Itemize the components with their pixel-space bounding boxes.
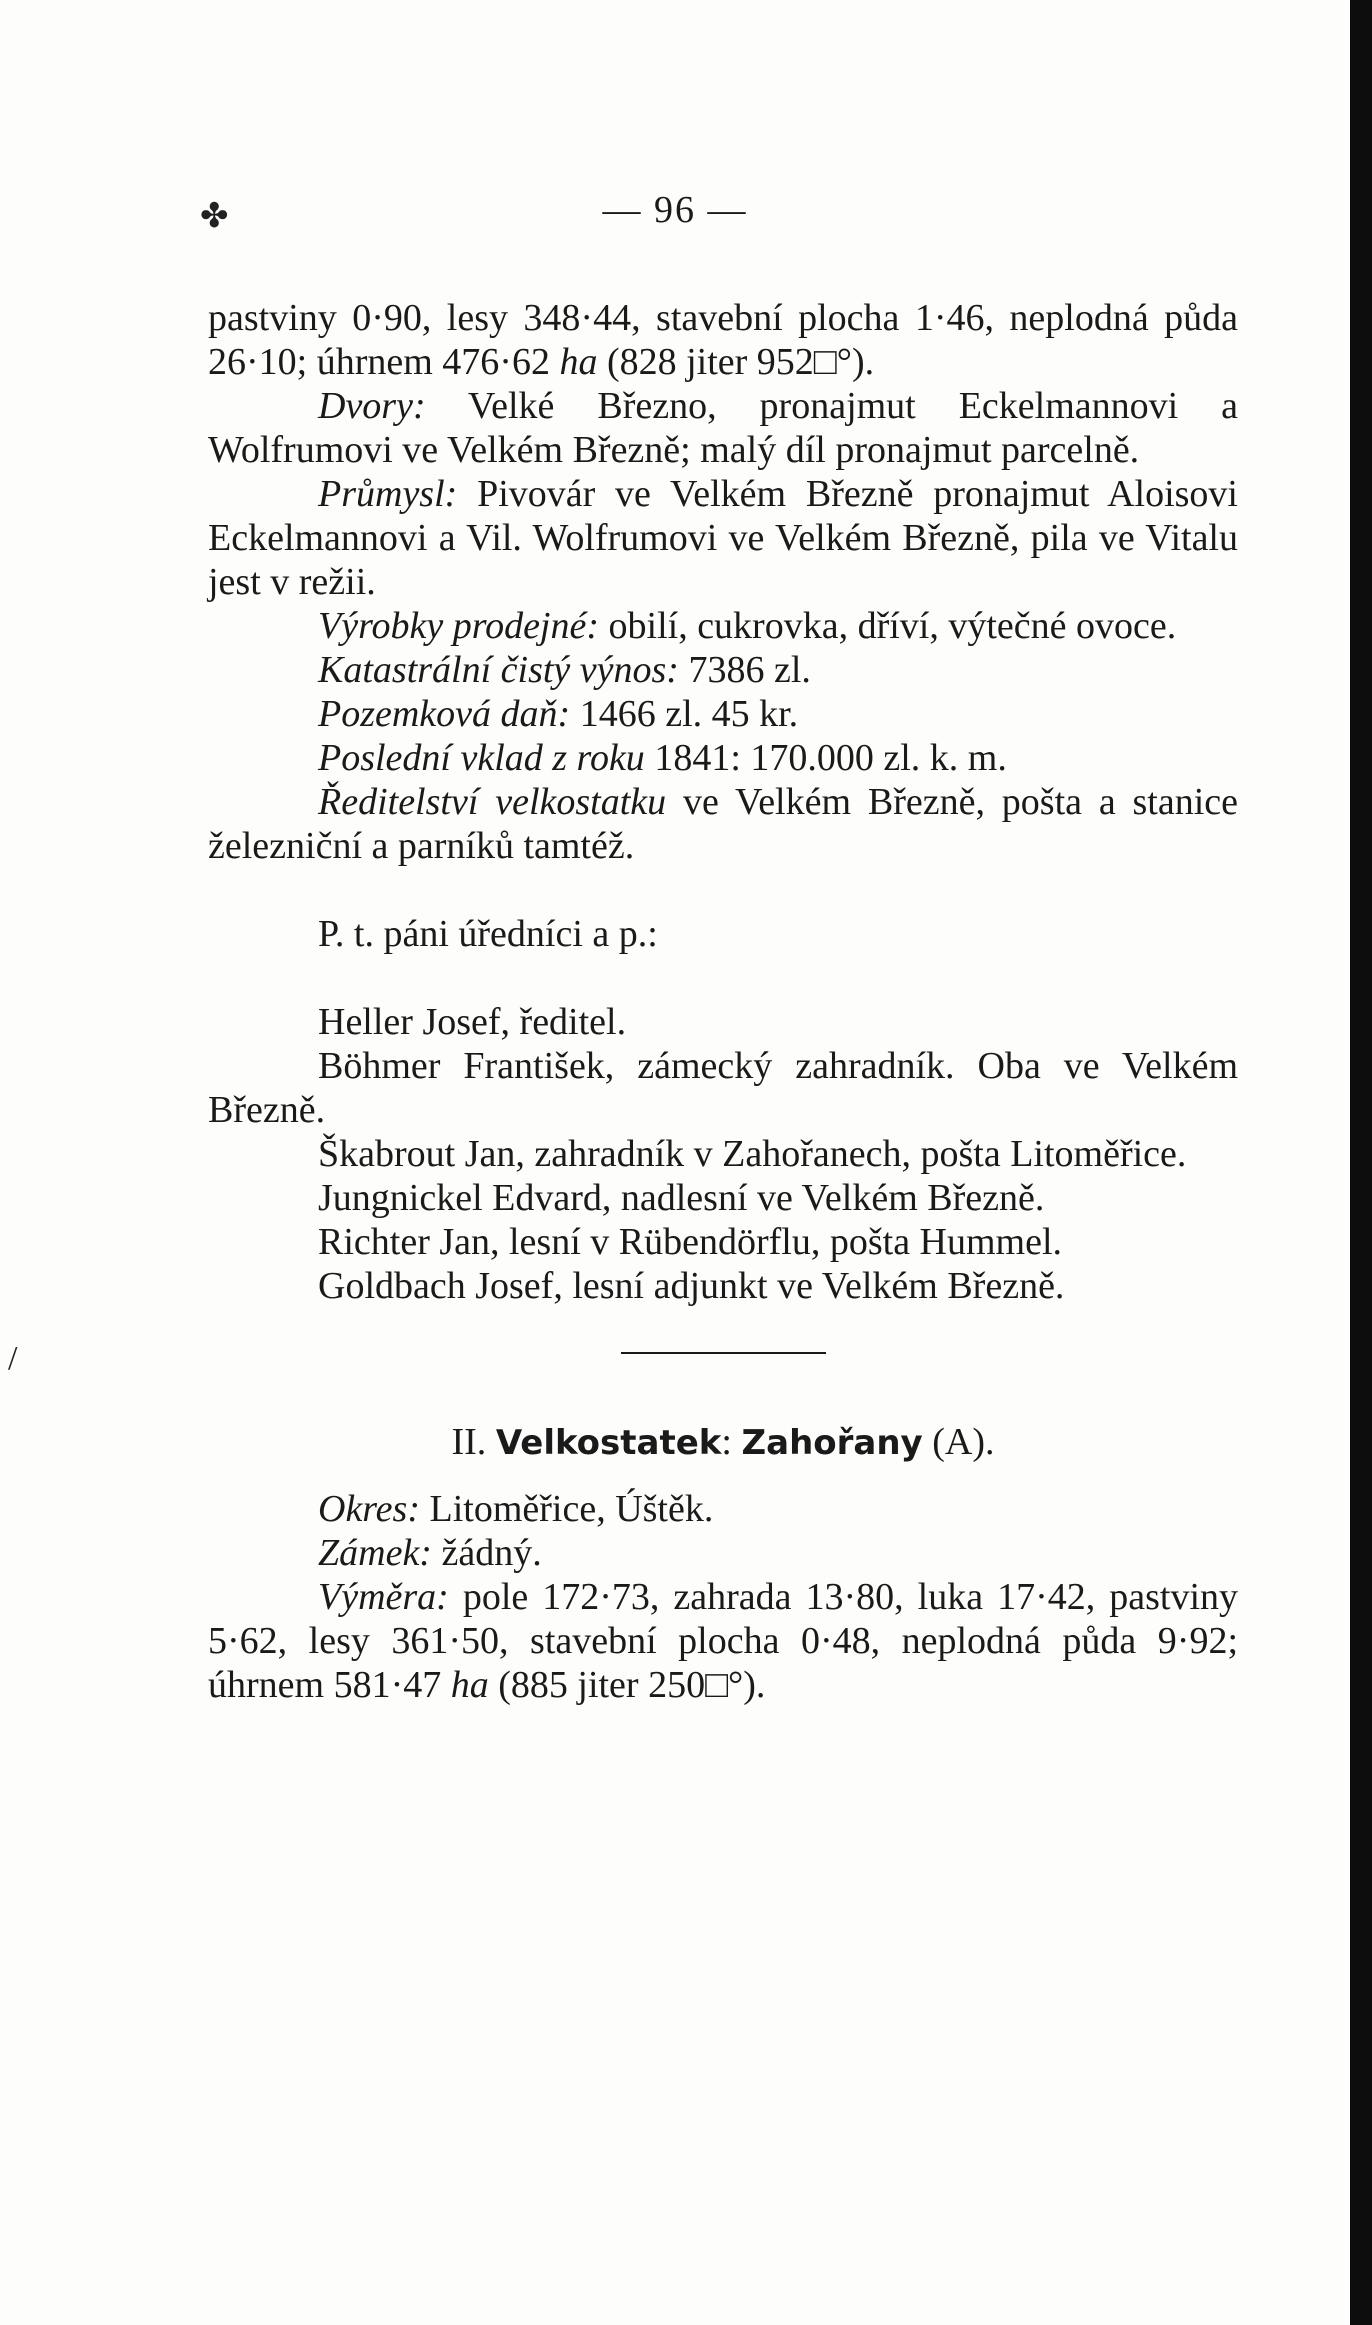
- official-entry: Heller Josef, ředitel.: [318, 1001, 627, 1043]
- paragraph-vymera: [208, 1575, 1238, 1707]
- page-text: [208, 296, 1238, 1707]
- official-entry: Goldbach Josef, lesní adjunkt ve Velkém Březně.: [318, 1265, 1065, 1307]
- unit-ha: ha: [559, 341, 598, 383]
- section-name: Zahořany: [741, 1423, 923, 1463]
- paragraph-text: pastviny 0·90, lesy 348·44, stavební plocha 1·46, neplodná půda 26·10; úhrnem 476·62: [208, 297, 1238, 383]
- paragraph-text: Pivovár ve Velkém Březně pronajmut Aloisovi Eckelmannovi a Vil. Wolfrumovi ve Velkém Březně, pila ve Vitalu jest v režii.: [208, 473, 1238, 603]
- section-suffix: (A).: [932, 1421, 995, 1463]
- paragraph-label: Výměra:: [318, 1576, 449, 1618]
- paragraph-prumysl: [208, 472, 1238, 604]
- paragraph-text: žádný.: [431, 1532, 542, 1574]
- paragraph-label: Dvory:: [318, 385, 426, 427]
- paragraph-tail: (885 jiter 250□°).: [488, 1664, 766, 1706]
- paragraph-label: Poslední vklad z roku: [318, 737, 645, 779]
- paragraph-vyrobky: [208, 604, 1238, 648]
- paragraph-label: Zámek:: [318, 1532, 432, 1574]
- paragraph-text: 1466 zl. 45 kr.: [570, 693, 799, 735]
- paragraph-text: ve Velkém Březně, pošta a stanice železniční a parníků tamtéž.: [208, 781, 1239, 867]
- margin-ornament: ✤: [200, 198, 229, 235]
- paragraph-text: Litoměřice, Úštěk.: [420, 1488, 714, 1530]
- paragraph-vklad: [208, 736, 1238, 780]
- paragraph-tail: (828 jiter 952□°).: [597, 341, 875, 383]
- official-entry: Richter Jan, lesní v Rübendörflu, pošta Hummel.: [318, 1221, 1063, 1263]
- paragraph-text: 1841: 170.000 zl. k. m.: [644, 737, 1007, 779]
- paragraph-okres: [208, 1487, 1238, 1531]
- paragraph-label: Okres:: [318, 1488, 420, 1530]
- officials-heading: P. t. páni úředníci a p.:: [318, 913, 658, 955]
- paragraph-label: Průmysl:: [318, 473, 458, 515]
- paragraph-reditelstvi: [208, 780, 1238, 868]
- section-heading: [208, 1420, 1238, 1465]
- paragraph-text: obilí, cukrovka, dříví, výtečné ovoce.: [599, 605, 1177, 647]
- page-number: — 96 —: [602, 189, 748, 231]
- paragraph-label: Pozemková daň:: [318, 693, 571, 735]
- paragraph-text: Velké Březno, pronajmut Eckelmannovi a Wolfrumovi ve Velkém Březně; malý díl pronajmut parcelně.: [208, 385, 1238, 471]
- section-numeral: II.: [451, 1421, 487, 1463]
- unit-ha: ha: [450, 1664, 489, 1706]
- margin-pencil-mark: /: [8, 1340, 18, 1377]
- paragraph-label: Ředitelství velkostatku: [318, 781, 667, 823]
- paragraph-dan: [208, 692, 1238, 736]
- paragraph-zamek: [208, 1531, 1238, 1575]
- official-entry: Jungnickel Edvard, nadlesní ve Velkém Březně.: [318, 1177, 1045, 1219]
- paragraph-text: 7386 zl.: [678, 649, 811, 691]
- section-divider: [621, 1352, 826, 1354]
- paragraph-label: Výrobky prodejné:: [318, 605, 600, 647]
- official-entry: Böhmer František, zámecký zahradník. Oba ve Velkém Březně.: [208, 1045, 1238, 1131]
- paragraph-label: Katastrální čistý výnos:: [318, 649, 679, 691]
- official-entry: Škabrout Jan, zahradník v Zahořanech, pošta Litoměřice.: [318, 1133, 1187, 1175]
- paragraph-vynos: [208, 648, 1238, 692]
- paragraph-text: pole 172·73, zahrada 13·80, luka 17·42, pastviny 5·62, lesy 361·50, stavební plocha 0·48, neplodná půda 9·92; úhrnem 581·47: [208, 1576, 1238, 1706]
- section-colon: :: [721, 1421, 732, 1463]
- paragraph-dvory: [208, 384, 1238, 472]
- officials-list: [208, 1000, 1238, 1308]
- section-title: Velkostatek: [495, 1423, 722, 1463]
- paragraph-continuation: [208, 296, 1238, 384]
